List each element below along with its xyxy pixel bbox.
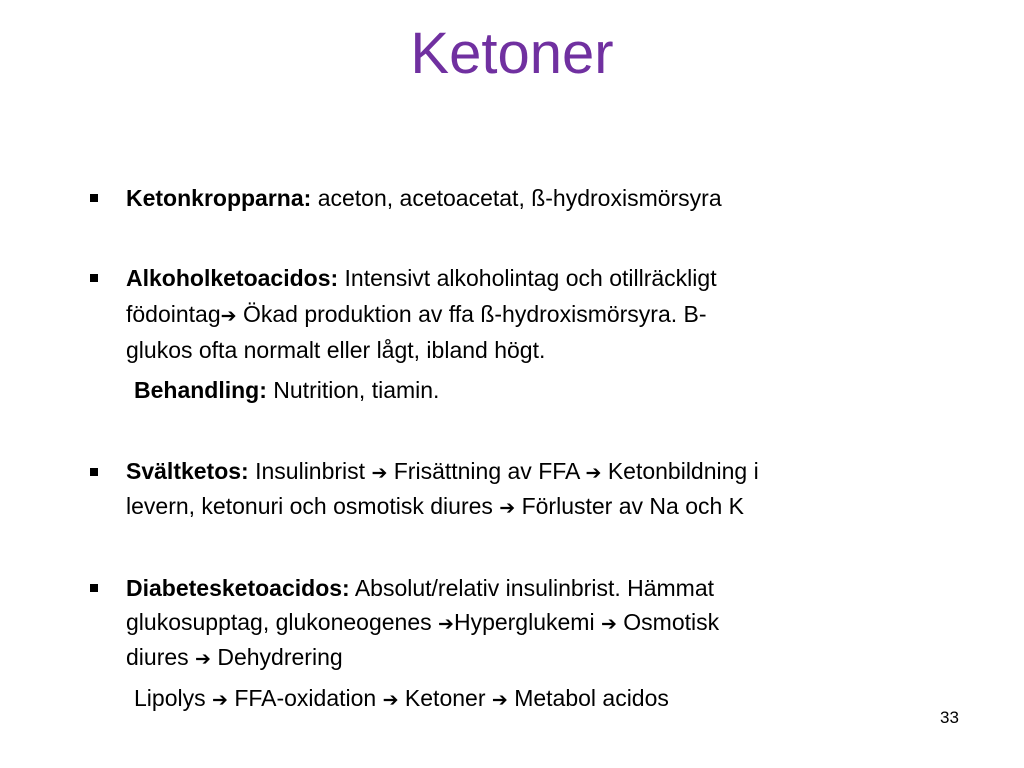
- bullet-alkohol-line-2: [126, 300, 707, 330]
- bullet-label: Alkoholketoacidos:: [126, 265, 339, 291]
- arrow-right-icon: ➔: [195, 648, 211, 670]
- bullet-text: Ökad produktion av ffa ß-hydroxismörsyra. B-: [242, 301, 707, 327]
- bullet-text: Intensivt alkoholintag och otillräckligt: [344, 265, 717, 291]
- bullet-text: Metabol acidos: [514, 685, 669, 711]
- treatment-line: [134, 376, 439, 404]
- bullet-diabetes-line-1: [126, 574, 714, 602]
- square-bullet-icon: [90, 584, 98, 592]
- bullet-text: aceton, acetoacetat, ß-hydroxismörsyra: [317, 185, 722, 211]
- bullet-text: Frisättning av FFA: [393, 458, 580, 484]
- bullet-text: Hyperglukemi: [453, 609, 595, 635]
- bullet-alkohol-line-1: [126, 264, 717, 292]
- bullet-text: glukosupptag, glukoneogenes: [126, 609, 432, 635]
- bullet-text: födointag: [126, 301, 221, 327]
- arrow-right-icon: ➔: [371, 462, 388, 484]
- slide-title: Ketoner: [410, 21, 614, 86]
- treatment-label: Behandling:: [134, 377, 267, 403]
- bullet-text: Dehydrering: [217, 644, 343, 670]
- bullet-text: diures: [126, 644, 189, 670]
- arrow-right-icon: ➔: [491, 689, 508, 711]
- arrow-right-icon: ➔: [220, 305, 237, 327]
- bullet-diabetes-line-4: [134, 684, 669, 714]
- square-bullet-icon: [90, 194, 98, 202]
- arrow-right-icon: ➔: [600, 613, 617, 635]
- bullet-text: levern, ketonuri och osmotisk diures: [126, 493, 493, 519]
- treatment-text: Nutrition, tiamin.: [273, 377, 440, 403]
- bullet-label: Diabetesketoacidos:: [126, 575, 350, 601]
- bullet-diabetes-line-2: [126, 608, 719, 638]
- bullet-text: Absolut/relativ insulinbrist. Hämmat: [354, 575, 715, 601]
- bullet-ketonkroppar: [126, 184, 722, 212]
- bullet-alkohol-line-3: [126, 336, 545, 364]
- page-number: 33: [940, 708, 959, 727]
- bullet-text: FFA-oxidation: [234, 685, 377, 711]
- bullet-text: Lipolys: [134, 685, 206, 711]
- bullet-text: glukos ofta normalt eller lågt, ibland högt.: [126, 337, 546, 363]
- bullet-text: Osmotisk: [623, 609, 720, 635]
- bullet-label: Svältketos:: [126, 458, 249, 484]
- bullet-text: Ketoner: [404, 685, 486, 711]
- arrow-right-icon: ➔: [438, 613, 454, 635]
- bullet-label: Ketonkropparna:: [126, 185, 312, 211]
- bullet-text: Förluster av Na och K: [521, 493, 745, 519]
- bullet-svalt-line-1: [126, 457, 759, 487]
- bullet-diabetes-line-3: [126, 643, 343, 673]
- arrow-right-icon: ➔: [212, 689, 228, 711]
- arrow-right-icon: ➔: [585, 462, 602, 484]
- bullet-svalt-line-2: [126, 492, 744, 522]
- arrow-right-icon: ➔: [499, 497, 516, 519]
- bullet-text: Insulinbrist: [255, 458, 366, 484]
- square-bullet-icon: [90, 468, 98, 476]
- arrow-right-icon: ➔: [382, 689, 399, 711]
- bullet-text: Ketonbildning i: [607, 458, 759, 484]
- square-bullet-icon: [90, 274, 98, 282]
